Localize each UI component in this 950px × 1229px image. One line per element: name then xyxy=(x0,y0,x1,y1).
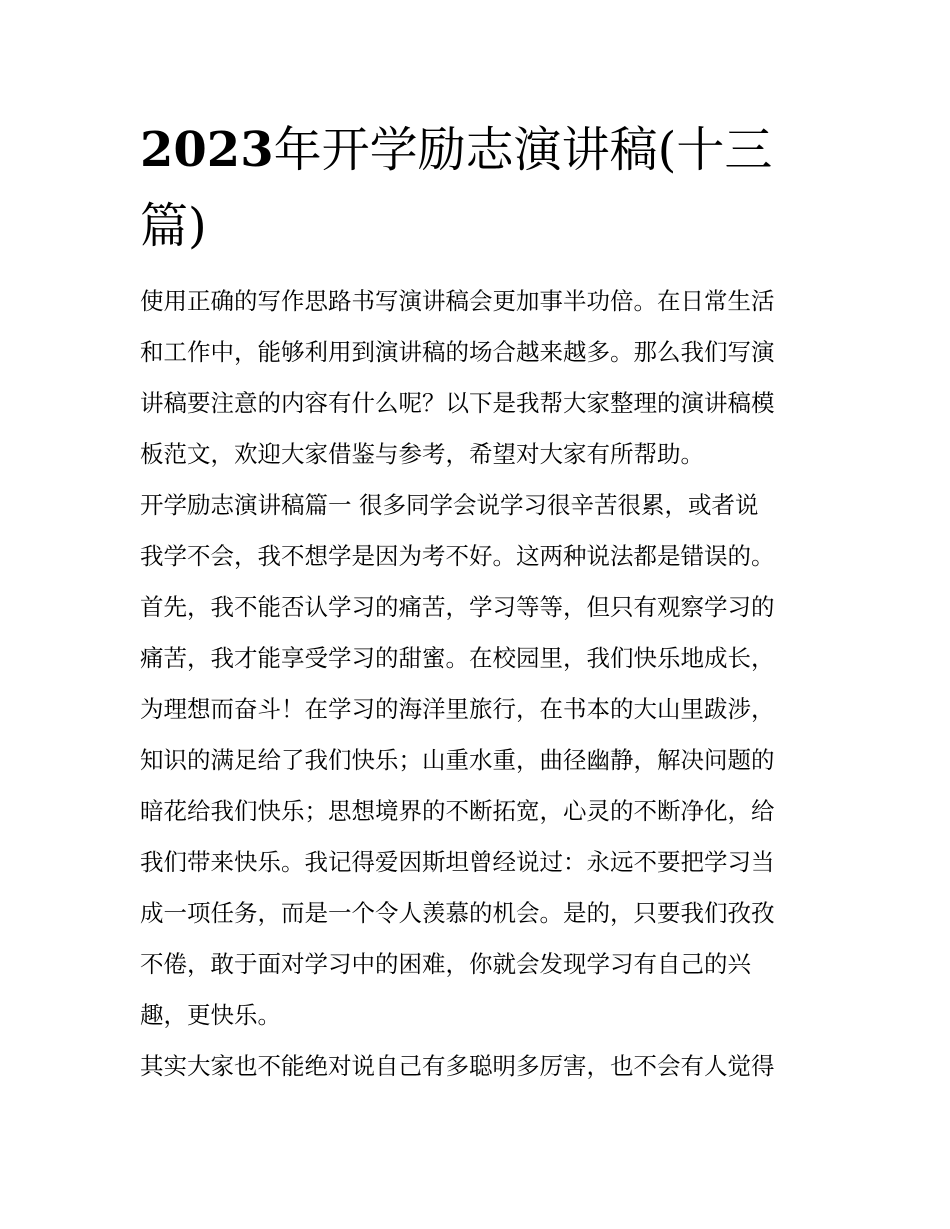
text-line: 开学励志演讲稿篇一 很多同学会说学习很辛苦很累，或者说 xyxy=(140,491,759,519)
text-line: 不倦，敢于面对学习中的困难，你就会发现学习有自己的兴 xyxy=(140,950,751,978)
document-title xyxy=(140,112,820,264)
document-body xyxy=(140,276,820,1092)
text-line: 和工作中，能够利用到演讲稿的场合越来越多。那么我们写演 xyxy=(140,338,775,366)
paragraph-three xyxy=(140,1041,820,1092)
text-line: 我学不会，我不想学是因为考不好。这两种说法都是错误的。 xyxy=(140,542,775,570)
text-line: 其实大家也不能绝对说自己有多聪明多厉害，也不会有人觉得 xyxy=(140,1052,775,1080)
text-line: 痛苦，我才能享受学习的甜蜜。在校园里，我们快乐地成长， xyxy=(140,644,775,672)
text-line: 趣，更快乐。 xyxy=(140,1001,281,1029)
text-line: 使用正确的写作思路书写演讲稿会更加事半功倍。在日常生活 xyxy=(140,287,775,315)
text-line: 讲稿要注意的内容有什么呢？以下是我帮大家整理的演讲稿模 xyxy=(140,389,775,417)
title-year: 2023 xyxy=(140,122,274,178)
text-line: 知识的满足给了我们快乐；山重水重，曲径幽静，解决问题的 xyxy=(140,746,775,774)
paragraph-speech-one xyxy=(140,480,820,1041)
text-line: 板范文，欢迎大家借鉴与参考，希望对大家有所帮助。 xyxy=(140,440,704,468)
text-line: 首先，我不能否认学习的痛苦，学习等等，但只有观察学习的 xyxy=(140,593,775,621)
text-line: 暗花给我们快乐；思想境界的不断拓宽，心灵的不断净化，给 xyxy=(140,797,775,825)
text-line: 我们带来快乐。我记得爱因斯坦曾经说过：永远不要把学习当 xyxy=(140,848,775,876)
paragraph-intro xyxy=(140,276,820,480)
title-text-line2: 篇) xyxy=(140,198,207,254)
text-line: 为理想而奋斗！在学习的海洋里旅行，在书本的大山里跋涉， xyxy=(140,695,775,723)
text-line: 成一项任务，而是一个令人羡慕的机会。是的，只要我们孜孜 xyxy=(140,899,775,927)
title-text-line1: 年开学励志演讲稿(十三 xyxy=(273,122,773,178)
